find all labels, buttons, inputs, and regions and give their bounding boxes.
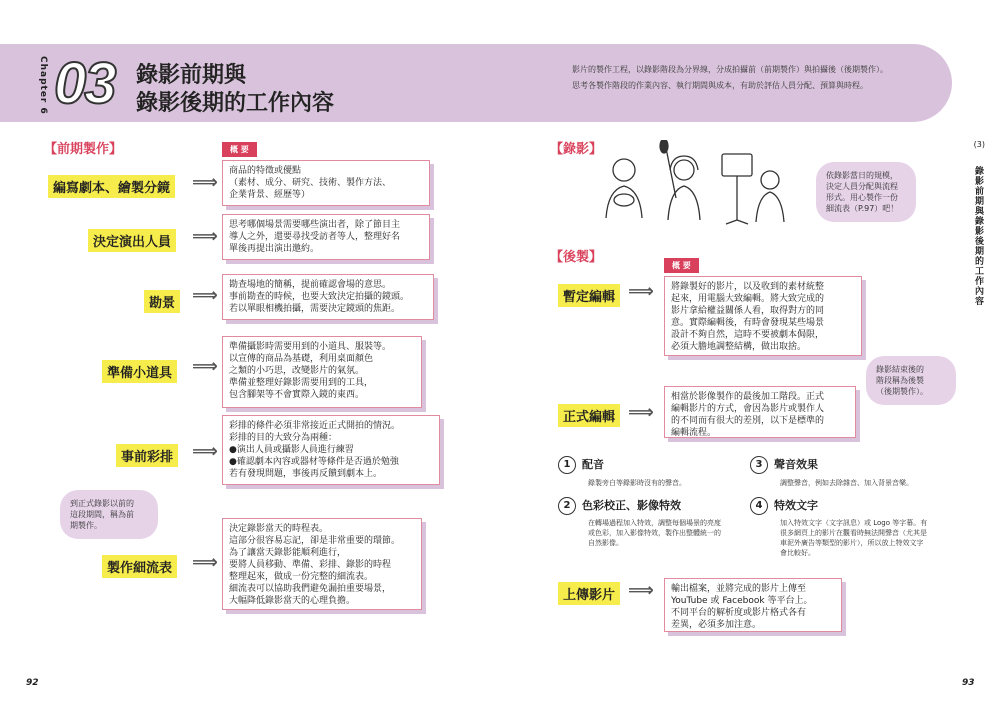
step-title: 配音	[582, 458, 604, 471]
arrow-icon: ⟹	[192, 552, 218, 573]
arrow-icon: ⟹	[628, 402, 654, 423]
item-label-schedule: 製作細流表	[102, 555, 177, 578]
section-number: 03	[54, 51, 115, 116]
item-label-props: 準備小道具	[102, 360, 177, 383]
step-1-desc: 錄製旁白等錄影時沒有的聲音。	[588, 479, 686, 487]
page-title-line2: 錄影後期的工作內容	[136, 91, 335, 116]
rough-edit-label: 暫定編輯	[558, 284, 620, 307]
note-bubble: 到正式錄影以前的 這段期間，稱為前 期製作。	[60, 490, 158, 539]
arrow-icon: ⟹	[192, 172, 218, 193]
page-number-left: 92	[26, 678, 39, 688]
post-bubble: 錄影結束後的 階段稱為後製 （後期製作）。	[866, 356, 956, 405]
item-text-schedule: 決定錄影當天的時程表。 這部分很容易忘記，卻是非常重要的環節。 為了讓當天錄影能順利進行， 要將人員移動、準備、彩排、錄影的時程 整理起來，做成一份完整的細流表。 細流表可以協助我們避免漏拍重要場景， 大幅降低錄影當天的心理負擔。	[222, 518, 422, 610]
step-title: 色彩校正、影像特效	[582, 499, 681, 512]
summary-tag: 概 要	[664, 258, 699, 273]
arrow-icon: ⟹	[192, 441, 218, 462]
recording-illustration	[600, 140, 800, 225]
step-4	[750, 497, 818, 515]
step-2	[558, 497, 681, 515]
side-section-number: (3)	[973, 140, 985, 149]
item-text-script: 商品的特徵或優點 （素材、成分、研究、技術、製作方法、 企業背景、經歷等）	[222, 160, 430, 206]
section-recording: 【錄影】	[550, 142, 603, 157]
item-text-rehearsal: 彩排的條件必須非常接近正式開拍的情況。 彩排的目的大致分為兩種： ●演出人員或攝影人員進行練習 ●確認劇本內容或器材等條件是否過於勉強 若有發現問題，事後再反饋到劇本上。	[222, 415, 440, 485]
item-label-location: 勘景	[144, 290, 180, 313]
rough-edit-text: 將錄製好的影片，以及收到的素材統整 起來，用電腦大致編輯。將大致完成的 影片拿給權益關係人看，取得對方的同 意。實際編輯後，有時會發現某些場景 設計不夠自然，這時不要被劇本侷限， 必須大膽地調整結構，做出取捨。	[664, 276, 862, 356]
step-number: 1	[558, 456, 576, 474]
item-text-location: 勘查場地的簡稱，提前確認會場的意思。 事前勘查的時候，也要大致決定拍攝的鏡頭。 若以單眼相機拍攝，需要決定鏡頭的焦距。	[222, 274, 434, 320]
final-edit-label: 正式編輯	[558, 404, 620, 427]
item-label-script: 編寫劇本、繪製分鏡	[48, 175, 175, 198]
arrow-icon: ⟹	[192, 285, 218, 306]
recording-bubble: 依錄影當日的規模， 決定人員分配與流程 形式。用心製作一份 細流表（P.97）吧！	[816, 162, 916, 222]
step-title: 特效文字	[774, 499, 818, 512]
section-preproduction: 【前期製作】	[44, 142, 123, 157]
step-2-desc: 在轉場過程加入特效，調整每個場景的亮度 或色彩，加入影像特效，製作出整體統一的 自然影像。	[588, 519, 721, 547]
intro-line1: 影片的製作工程，以錄影階段為分界線，分成拍攝前（前期製作）與拍攝後（後期製作）。	[572, 65, 888, 74]
step-3-desc: 調整聲音，例如去除雜音、加入背景音樂。	[780, 479, 913, 487]
arrow-icon: ⟹	[192, 226, 218, 247]
step-number: 2	[558, 497, 576, 515]
upload-text: 輸出檔案，並將完成的影片上傳至 YouTube 或 Facebook 等平台上。 不同平台的解析度或影片格式各有 差異，必須多加注意。	[664, 578, 842, 632]
side-title: 錄影前期與錄影後期的工作內容	[973, 166, 983, 306]
step-number: 4	[750, 497, 768, 515]
arrow-icon: ⟹	[628, 580, 654, 601]
step-title: 聲音效果	[774, 458, 818, 471]
final-edit-text: 相當於影像製作的最後加工階段。正式 編輯影片的方式，會因為影片或製作人 的不同而有很大的差別，以下是標準的 編輯流程。	[664, 386, 856, 438]
item-label-cast: 決定演出人員	[88, 229, 176, 252]
step-4-desc: 加入特效文字（文字訊息）或 Logo 等字幕。有 很多網頁上的影片在觀看時無法開聲音（尤其是 車泥外廣告等類型的影片），所以放上特效文字 會比較好。	[780, 519, 928, 557]
arrow-icon: ⟹	[192, 356, 218, 377]
item-label-rehearsal: 事前彩排	[116, 444, 178, 467]
page-number-right: 93	[962, 678, 975, 688]
upload-label: 上傳影片	[558, 582, 620, 605]
chapter-label: Chapter 6	[38, 56, 48, 115]
arrow-icon: ⟹	[628, 281, 654, 302]
item-text-props: 準備攝影時需要用到的小道具、服裝等。 以宣傳的商品為基礎，利用桌面顏色 之類的小巧思，改變影片的氣氛。 準備並整理好錄影需要用到的工具， 包含腳架等不會實際入鏡的東西。	[222, 336, 422, 408]
intro-line2: 思考各製作階段的作業內容、執行期間與成本，有助於評估人員分配、預算與時程。	[572, 81, 868, 90]
summary-tag: 概 要	[222, 142, 257, 157]
step-3	[750, 456, 818, 474]
step-number: 3	[750, 456, 768, 474]
section-postproduction: 【後製】	[550, 250, 603, 265]
step-1	[558, 456, 604, 474]
item-text-cast: 思考哪個場景需要哪些演出者，除了節目主 導人之外，還要尋找受訪者等人，整理好名 單後再提出演出邀約。	[222, 214, 430, 260]
page-title-line1: 錄影前期與	[136, 63, 247, 88]
